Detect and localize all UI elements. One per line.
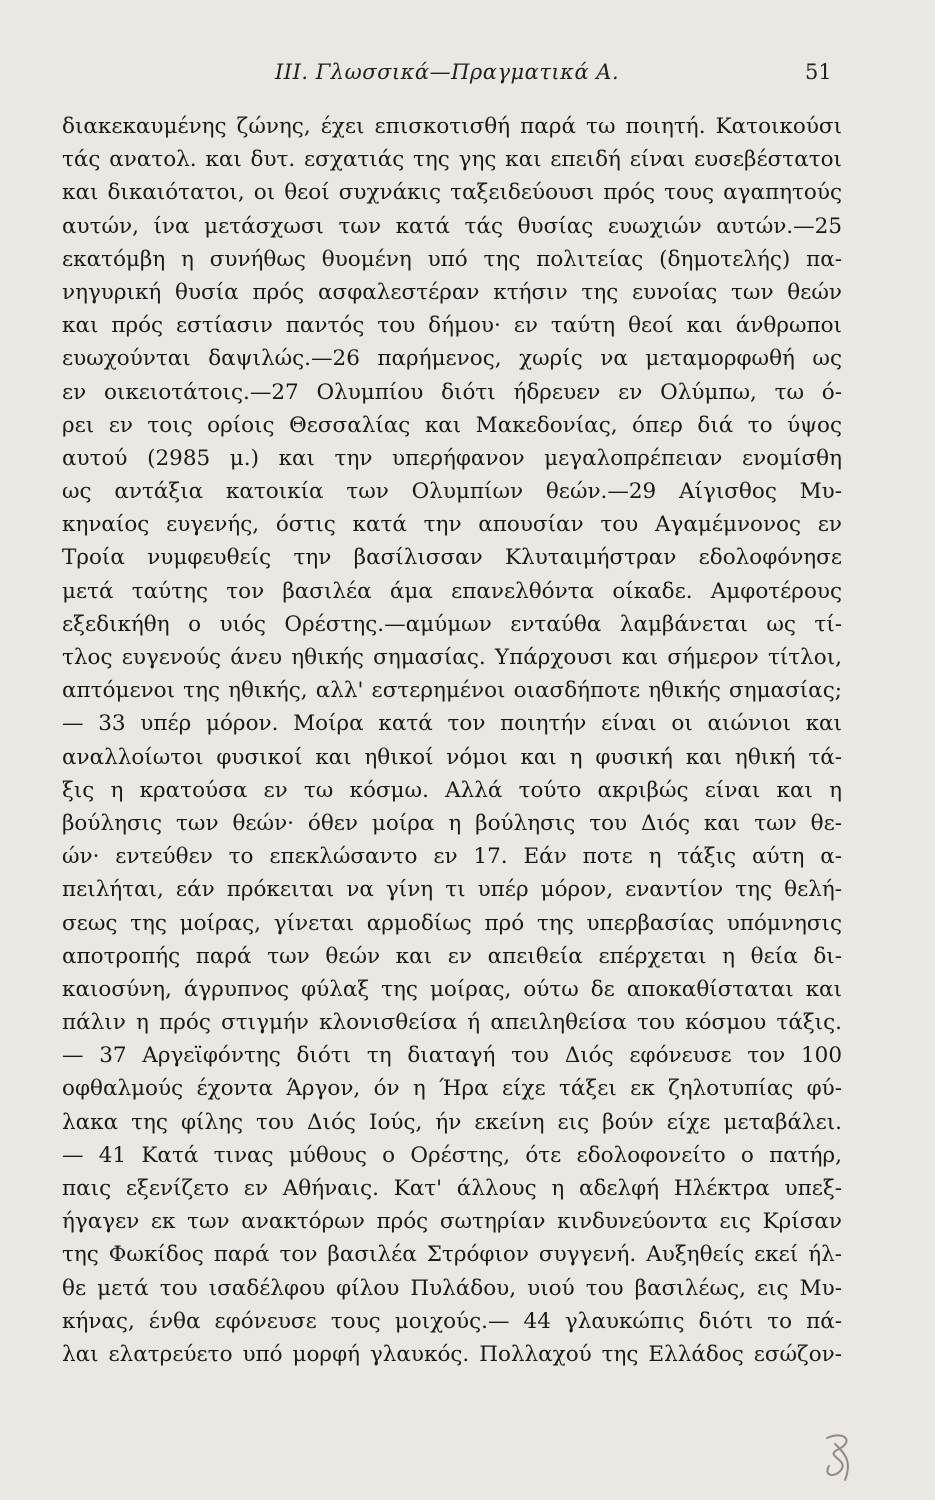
running-head: III. Γλωσσικά—Πραγματικά Α. [275, 60, 620, 84]
handwritten-mark-icon [815, 1430, 865, 1485]
text-line: αυτών, ίνα μετάσχωσι των κατά τάς θυσίας ευωχιών αυτών.—25 [62, 213, 842, 239]
text-line: ών· εντεύθεν το επεκλώσαντο εν 17. Εάν ποτε η τάξις αύτη α- [62, 844, 842, 870]
text-line: Τροία νυμφευθείς την βασίλισσαν Κλυταιμήστραν εδολοφόνησε [62, 545, 842, 571]
text-line: λαι ελατρεύετο υπό μορφή γλαυκός. Πολλαχού της Ελλάδος εσώζον- [62, 1341, 842, 1367]
text-line: απτόμενοι της ηθικής, αλλ' εστερημένοι οιασδήποτε ηθικής σημασίας; [62, 678, 842, 704]
page-header [0, 58, 935, 98]
text-line: εν οικειοτάτοις.—27 Ολυμπίου διότι ήδρευεν εν Ολύμπω, τω ό- [62, 379, 842, 405]
text-line: μετά ταύτης τον βασιλέα άμα επανελθόντα οίκαδε. Αμφοτέρους [62, 578, 842, 604]
text-line: της Φωκίδος παρά τον βασιλέα Στρόφιον συγγενή. Αυξηθείς εκεί ήλ- [62, 1242, 842, 1268]
text-line: πάλιν η πρός στιγμήν κλονισθείσα ή απειληθείσα του κόσμου τάξις. [62, 1010, 842, 1036]
text-line: και πρός εστίασιν παντός του δήμου· εν ταύτη θεοί και άνθρωποι [62, 313, 842, 339]
text-line: καιοσύνη, άγρυπνος φύλαξ της μοίρας, ούτω δε αποκαθίσταται και [62, 976, 842, 1002]
text-line: παις εξενίζετο εν Αθήναις. Κατ' άλλους η αδελφή Ηλέκτρα υπεξ- [62, 1176, 842, 1201]
text-line: νηγυρική θυσία πρός ασφαλεστέραν κτήσιν της ευνοίας των θεών [62, 279, 842, 305]
text-line: σεως της μοίρας, γίνεται αρμοδίως πρό της υπερβασίας υπόμνησις [62, 910, 842, 936]
text-line: διακεκαυμένης ζώνης, έχει επισκοτισθή παρά τω ποιητή. Κατοικούσι [62, 114, 842, 139]
text-line: — 33 υπέρ μόρον. Μοίρα κατά τον ποιητήν είναι οι αιώνιοι και [62, 711, 842, 737]
page-number: 51 [805, 60, 832, 84]
text-line: αποτροπής παρά των θεών και εν απειθεία επέρχεται η θεία δι- [62, 943, 842, 969]
text-line: εξεδικήθη ο υιός Ορέστης.—αμύμων ενταύθα λαμβάνεται ως τί- [62, 611, 842, 637]
text-line: οφθαλμούς έχοντα Άργον, όν η Ήρα είχε τάξει εκ ζηλοτυπίας φύ- [62, 1076, 842, 1102]
text-line: βούλησις των θεών· όθεν μοίρα η βούλησις του Διός και των θε- [62, 810, 842, 836]
text-line: κήνας, ένθα εφόνευσε τους μοιχούς.— 44 γλαυκώπις διότι το πά- [62, 1308, 842, 1334]
text-line: — 37 Αργεϊφόντης διότι τη διαταγή του Διός εφόνευσε τον 100 [62, 1043, 842, 1069]
text-line: αυτού (2985 μ.) και την υπερήφανον μεγαλοπρέπειαν ενομίσθη [62, 445, 842, 471]
text-line: κηναίος ευγενής, όστις κατά την απουσίαν του Αγαμέμνονος εν [62, 512, 842, 538]
text-line: και δικαιότατοι, οι θεοί συχνάκις ταξειδεύουσι πρός τους αγαπητούς [62, 180, 842, 206]
text-line: ήγαγεν εκ των ανακτόρων πρός σωτηρίαν κινδυνεύοντα εις Κρίσαν [62, 1209, 842, 1235]
text-line: ρει εν τοις ορίοις Θεσσαλίας και Μακεδονίας, όπερ διά το ύψος [62, 412, 842, 438]
text-line: τάς ανατολ. και δυτ. εσχατιάς της γης και επειδή είναι ευσεβέστατοι [62, 147, 842, 173]
body-text [62, 110, 842, 1371]
text-line: ευωχούνται δαψιλώς.—26 παρήμενος, χωρίς να μεταμορφωθή ως [62, 346, 842, 372]
text-line: θε μετά του ισαδέλφου φίλου Πυλάδου, υιού του βασιλέως, εις Μυ- [62, 1275, 842, 1301]
text-line: λακα της φίλης του Διός Ιούς, ήν εκείνη εις βούν είχε μεταβάλει. [62, 1109, 842, 1135]
text-line: — 41 Κατά τινας μύθους ο Ορέστης, ότε εδολοφονείτο ο πατήρ, [62, 1142, 842, 1168]
text-line: εκατόμβη η συνήθως θυομένη υπό της πολιτείας (δημοτελής) πα- [62, 246, 842, 272]
text-line: ξις η κρατούσα εν τω κόσμω. Αλλά τούτο ακριβώς είναι και η [62, 777, 842, 803]
text-line: ως αντάξια κατοικία των Ολυμπίων θεών.—29 Αίγισθος Μυ- [62, 479, 842, 505]
text-line: τλος ευγενούς άνευ ηθικής σημασίας. Υπάρχουσι και σήμερον τίτλοι, [62, 645, 842, 670]
text-line: πειλήται, εάν πρόκειται να γίνη τι υπέρ μόρον, εναντίον της θελή- [62, 877, 842, 903]
text-line: αναλλοίωτοι φυσικοί και ηθικοί νόμοι και η φυσική και ηθική τά- [62, 744, 842, 770]
